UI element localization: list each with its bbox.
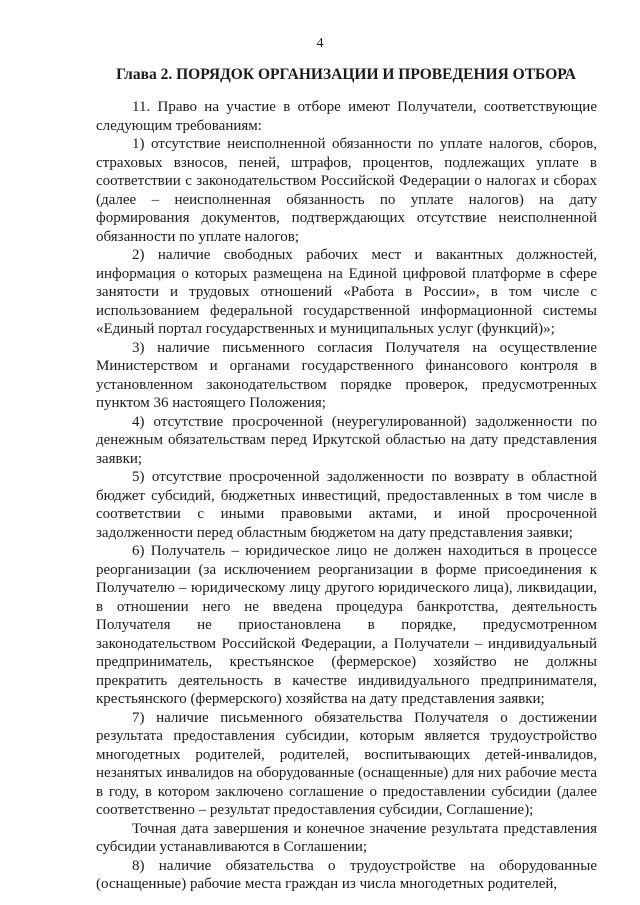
paragraph-11-intro: 11. Право на участие в отборе имеют Получатели, соответствующие следующим требованиям: (96, 99, 597, 134)
paragraph-item-7: 7) наличие письменного обязательства Получателя о достижении результата предоставления субсидии, которым является трудоустройство многодетных родителей, родителей, воспитывающих детей-инвалидов, незанятых инвалидов на оборудованные (оснащенные) для них рабочие места в году, в котором заключено соглашение о предоставлении субсидии (далее соответственно – результат предоставления субсидии, Соглашение); (96, 709, 597, 818)
paragraph-item-6: 6) Получатель – юридическое лицо не должен находиться в процессе реорганизации (за исключением реорганизации в форме присоединения к Получателю – юридическому лицу другого юридического лица), ликвидации, в отношении него не введена процедура банкротства, деятельность Получателя не приостановлена в порядке, предусмотренном законодательством Российской Федерации, а Получатели – индивидуальный предприниматель, крестьянское (фермерское) хозяйство не должны прекратить деятельность в качестве индивидуального предпринимателя, крестьянского (фермерского) хозяйства на дату представления заявки; (96, 543, 597, 707)
chapter-title: Глава 2. ПОРЯДОК ОРГАНИЗАЦИИ И ПРОВЕДЕНИЯ ОТБОРА (116, 66, 576, 83)
paragraph-result-note: Точная дата завершения и конечное значение результата представления субсидии устанавливаются в Соглашении; (96, 820, 597, 855)
paragraph-item-8: 8) наличие обязательства о трудоустройстве на оборудованные (оснащенные) рабочие места граждан из числа многодетных родителей, (96, 857, 597, 892)
page-number: 4 (316, 36, 324, 51)
paragraph-item-4: 4) отсутствие просроченной (неурегулированной) задолженности по денежным обязательствам перед Иркутской областью на дату представления заявки; (96, 413, 597, 467)
document-body (96, 98, 597, 894)
paragraph-item-2: 2) наличие свободных рабочих мест и вакантных должностей, информация о которых размещена на Единой цифровой платформе в сфере занятости и трудовых отношений «Работа в России», в том числе с использованием федеральной государственной информационной системы «Единый портал государственных и муниципальных услуг (функций)»; (96, 247, 597, 337)
paragraph-item-5: 5) отсутствие просроченной задолженности по возврату в областной бюджет субсидий, бюджетных инвестиций, предоставленных в том числе в соответствии с иными правовыми актами, и иной просроченной задолженности перед областным бюджетом на дату представления заявки; (96, 469, 597, 541)
paragraph-item-1: 1) отсутствие неисполненной обязанности по уплате налогов, сборов, страховых взносов, пеней, штрафов, процентов, подлежащих уплате в соответствии с законодательством Российской Федерации о налогах и сборах (далее – неисполненная обязанность по уплате налогов) на дату формирования документов, подтверждающих отсутствие неисполненной обязанности по уплате налогов; (96, 136, 597, 245)
paragraph-item-3: 3) наличие письменного согласия Получателя на осуществление Министерством и органами государственного финансового контроля в установленном законодательством порядке проверок, предусмотренных пунктом 36 настоящего Положения; (96, 339, 597, 411)
